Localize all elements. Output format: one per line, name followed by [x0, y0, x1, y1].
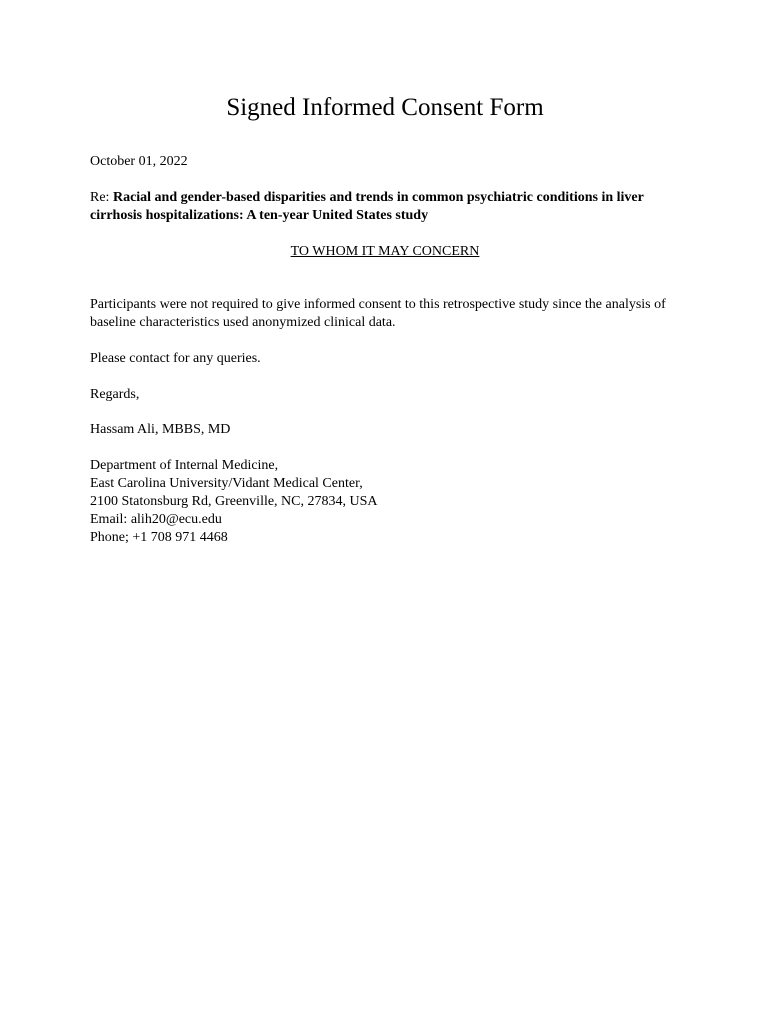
- address-street: 2100 Statonsburg Rd, Greenville, NC, 27834, USA: [90, 494, 378, 509]
- address-department: Department of Internal Medicine,: [90, 458, 279, 473]
- letter-date: October 01, 2022: [90, 154, 188, 169]
- contact-note: Please contact for any queries.: [90, 351, 261, 366]
- subject-prefix: Re:: [90, 190, 113, 205]
- salutation-text: TO WHOM IT MAY CONCERN: [290, 244, 480, 259]
- address-block: [90, 457, 680, 547]
- study-title: Racial and gender-based disparities and trends in common psychiatric conditions in liver cirrhosis hospitalizations: A ten-year United States study: [90, 190, 644, 223]
- address-phone: Phone; +1 708 971 4468: [90, 530, 228, 545]
- address-email: Email: alih20@ecu.edu: [90, 512, 222, 527]
- subject-line: [90, 189, 680, 225]
- address-institution: East Carolina University/Vidant Medical Center,: [90, 476, 363, 491]
- salutation: [0, 243, 770, 261]
- closing: Regards,: [90, 387, 140, 402]
- consent-statement: Participants were not required to give informed consent to this retrospective study since the analysis of baseline characteristics used anonymized clinical data.: [90, 297, 666, 330]
- signer-name: Hassam Ali, MBBS, MD: [90, 422, 231, 437]
- document-title: Signed Informed Consent Form: [226, 94, 544, 121]
